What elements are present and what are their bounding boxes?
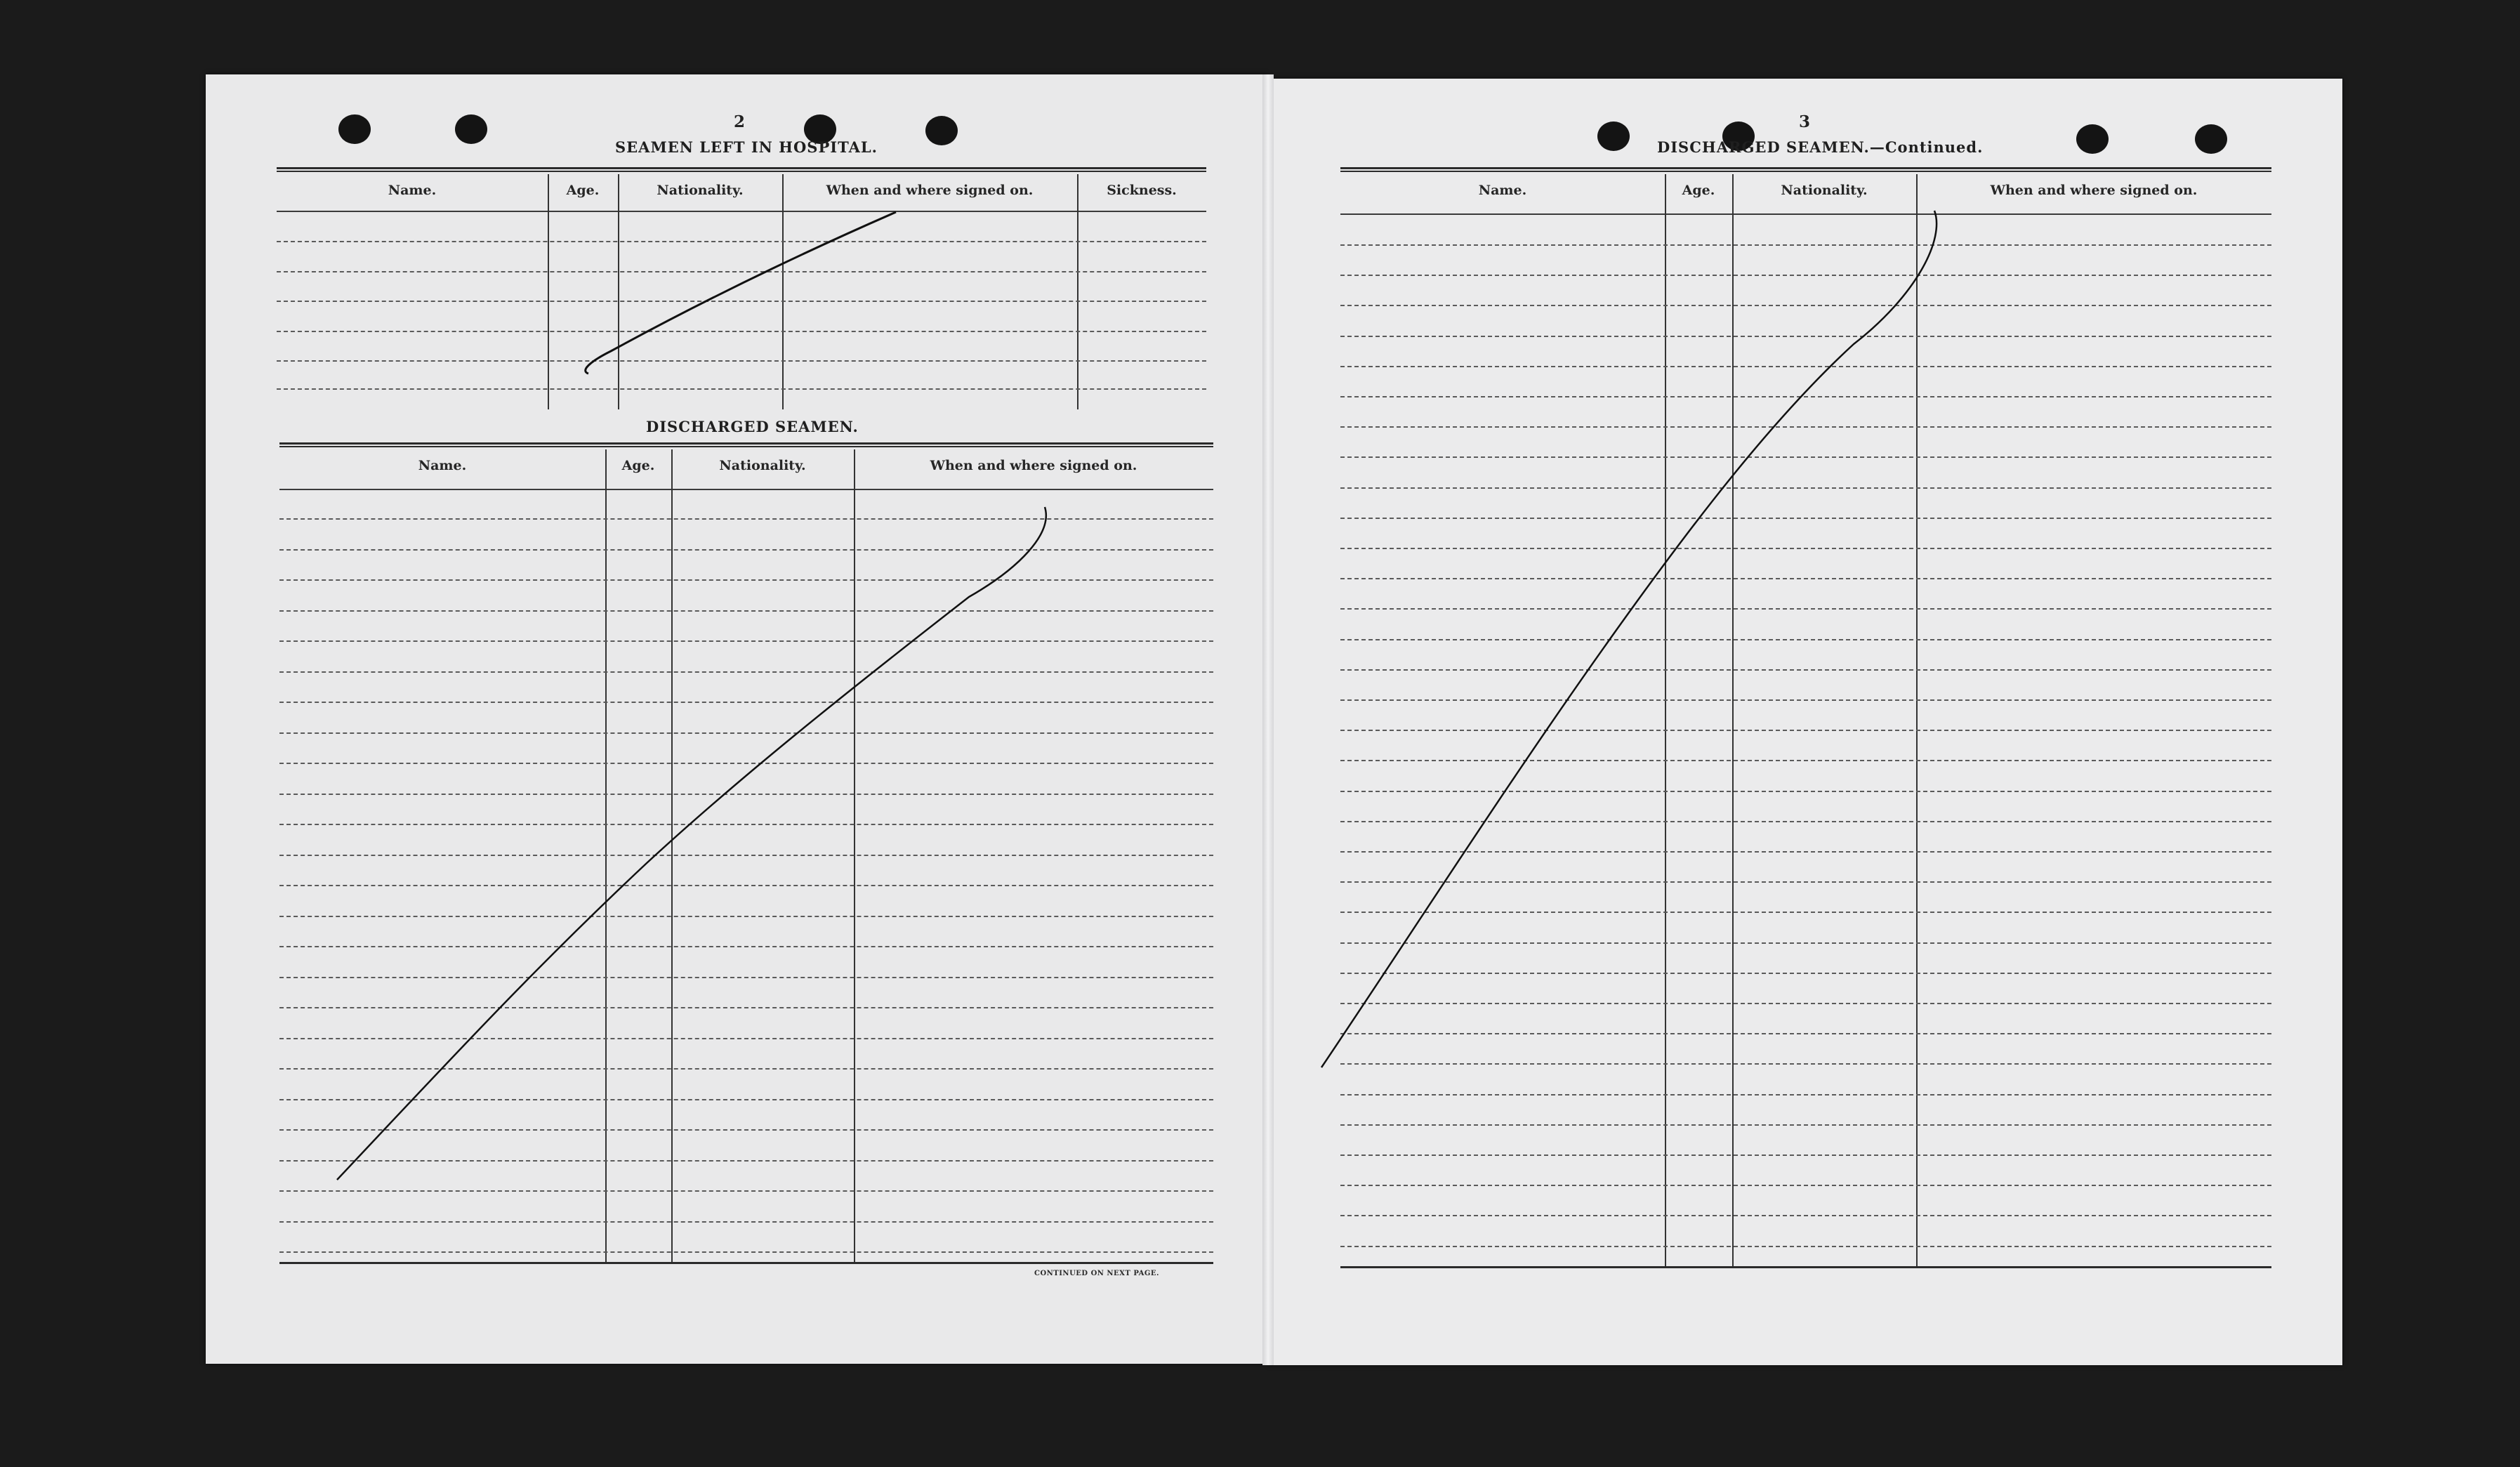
row-line — [1340, 699, 2271, 701]
row-line — [279, 855, 1213, 856]
discharged-table-right — [1340, 167, 2271, 1268]
row-line — [1340, 1215, 2271, 1216]
row-line — [1340, 973, 2271, 974]
row-line — [1340, 548, 2271, 549]
column-header-sickness: Sickness. — [1107, 183, 1177, 198]
row-line — [1340, 456, 2271, 458]
column-divider — [618, 174, 619, 409]
row-line — [279, 824, 1213, 825]
row-line — [277, 241, 1206, 242]
row-line — [1340, 1063, 2271, 1065]
column-divider — [548, 174, 549, 409]
column-header-nationality: Nationality. — [1781, 183, 1868, 198]
row-line — [1340, 821, 2271, 822]
row-line — [1340, 426, 2271, 428]
column-divider — [782, 174, 784, 409]
row-line — [279, 610, 1213, 612]
section-title-discharged: DISCHARGED SEAMEN. — [646, 418, 859, 435]
row-line — [279, 763, 1213, 764]
row-line — [1340, 487, 2271, 489]
row-line — [279, 732, 1213, 734]
table-bottom-border — [1340, 1266, 2271, 1268]
row-line — [1340, 881, 2271, 883]
column-header-nationality: Nationality. — [657, 183, 744, 198]
row-line — [277, 360, 1206, 362]
row-line — [277, 271, 1206, 272]
punch-hole — [455, 114, 487, 144]
row-line — [279, 946, 1213, 947]
table-top-border — [1340, 167, 2271, 172]
row-line — [1340, 1033, 2271, 1034]
column-divider — [671, 449, 673, 1264]
row-line — [277, 331, 1206, 332]
column-divider — [605, 449, 607, 1264]
hospital-table — [277, 167, 1206, 409]
page-fold — [1262, 74, 1274, 1365]
row-line — [279, 1007, 1213, 1008]
punch-hole — [2076, 124, 2109, 154]
row-line — [277, 388, 1206, 390]
row-line — [1340, 851, 2271, 853]
row-line — [1340, 305, 2271, 306]
row-line — [1340, 608, 2271, 610]
row-line — [279, 1099, 1213, 1100]
row-line — [279, 794, 1213, 795]
row-line — [1340, 1094, 2271, 1096]
row-line — [1340, 275, 2271, 276]
punch-hole — [338, 114, 371, 144]
column-header-nationality: Nationality. — [719, 458, 806, 473]
column-divider — [1665, 174, 1666, 1268]
punch-hole — [1597, 121, 1630, 151]
row-line — [279, 702, 1213, 703]
table-bottom-border — [279, 1262, 1213, 1264]
row-line — [1340, 1185, 2271, 1186]
column-header-name: Name. — [1478, 183, 1527, 198]
row-line — [1340, 396, 2271, 397]
row-line — [279, 1129, 1213, 1131]
row-line — [279, 1160, 1213, 1162]
row-line — [279, 1190, 1213, 1192]
punch-hole — [2195, 124, 2227, 154]
row-line — [279, 885, 1213, 886]
page-number: 2 — [733, 112, 745, 131]
column-header-signed-on: When and where signed on. — [1990, 183, 2198, 198]
row-line — [1340, 336, 2271, 337]
row-line — [1340, 669, 2271, 671]
continued-footer: CONTINUED ON NEXT PAGE. — [1034, 1270, 1160, 1277]
column-header-name: Name. — [418, 458, 467, 473]
row-line — [1340, 518, 2271, 519]
row-line — [1340, 912, 2271, 913]
column-header-age: Age. — [566, 183, 600, 198]
column-divider — [1916, 174, 1918, 1268]
row-line — [1340, 639, 2271, 640]
column-header-name: Name. — [388, 183, 437, 198]
row-line — [1340, 578, 2271, 579]
header-underline — [279, 489, 1213, 490]
row-line — [1340, 1003, 2271, 1004]
row-line — [279, 518, 1213, 520]
row-line — [279, 549, 1213, 551]
header-underline — [277, 211, 1206, 212]
column-divider — [1732, 174, 1734, 1268]
table-top-border — [279, 442, 1213, 447]
row-line — [1340, 244, 2271, 246]
row-line — [1340, 791, 2271, 792]
row-line — [279, 1221, 1213, 1223]
header-underline — [1340, 213, 2271, 215]
row-line — [279, 916, 1213, 917]
column-header-signed-on: When and where signed on. — [930, 458, 1137, 473]
row-line — [1340, 1246, 2271, 1247]
punch-hole — [925, 116, 958, 145]
row-line — [1340, 730, 2271, 731]
row-line — [1340, 1124, 2271, 1126]
row-line — [277, 301, 1206, 302]
row-line — [279, 1038, 1213, 1039]
section-title-hospital: SEAMEN LEFT IN HOSPITAL. — [615, 138, 878, 156]
discharged-table-left — [279, 442, 1213, 1264]
row-line — [279, 1068, 1213, 1070]
row-line — [1340, 760, 2271, 761]
row-line — [1340, 942, 2271, 944]
column-header-age: Age. — [621, 458, 655, 473]
column-header-signed-on: When and where signed on. — [826, 183, 1034, 198]
row-line — [1340, 366, 2271, 367]
row-line — [279, 977, 1213, 978]
row-line — [279, 1251, 1213, 1253]
column-divider — [854, 449, 855, 1264]
row-line — [279, 640, 1213, 642]
row-line — [279, 579, 1213, 581]
column-divider — [1077, 174, 1078, 409]
table-top-border — [277, 167, 1206, 172]
column-header-age: Age. — [1682, 183, 1715, 198]
section-title-discharged-continued: DISCHARGED SEAMEN.—Continued. — [1657, 138, 1984, 156]
page-number: 3 — [1798, 112, 1810, 131]
row-line — [1340, 1154, 2271, 1156]
row-line — [279, 671, 1213, 673]
